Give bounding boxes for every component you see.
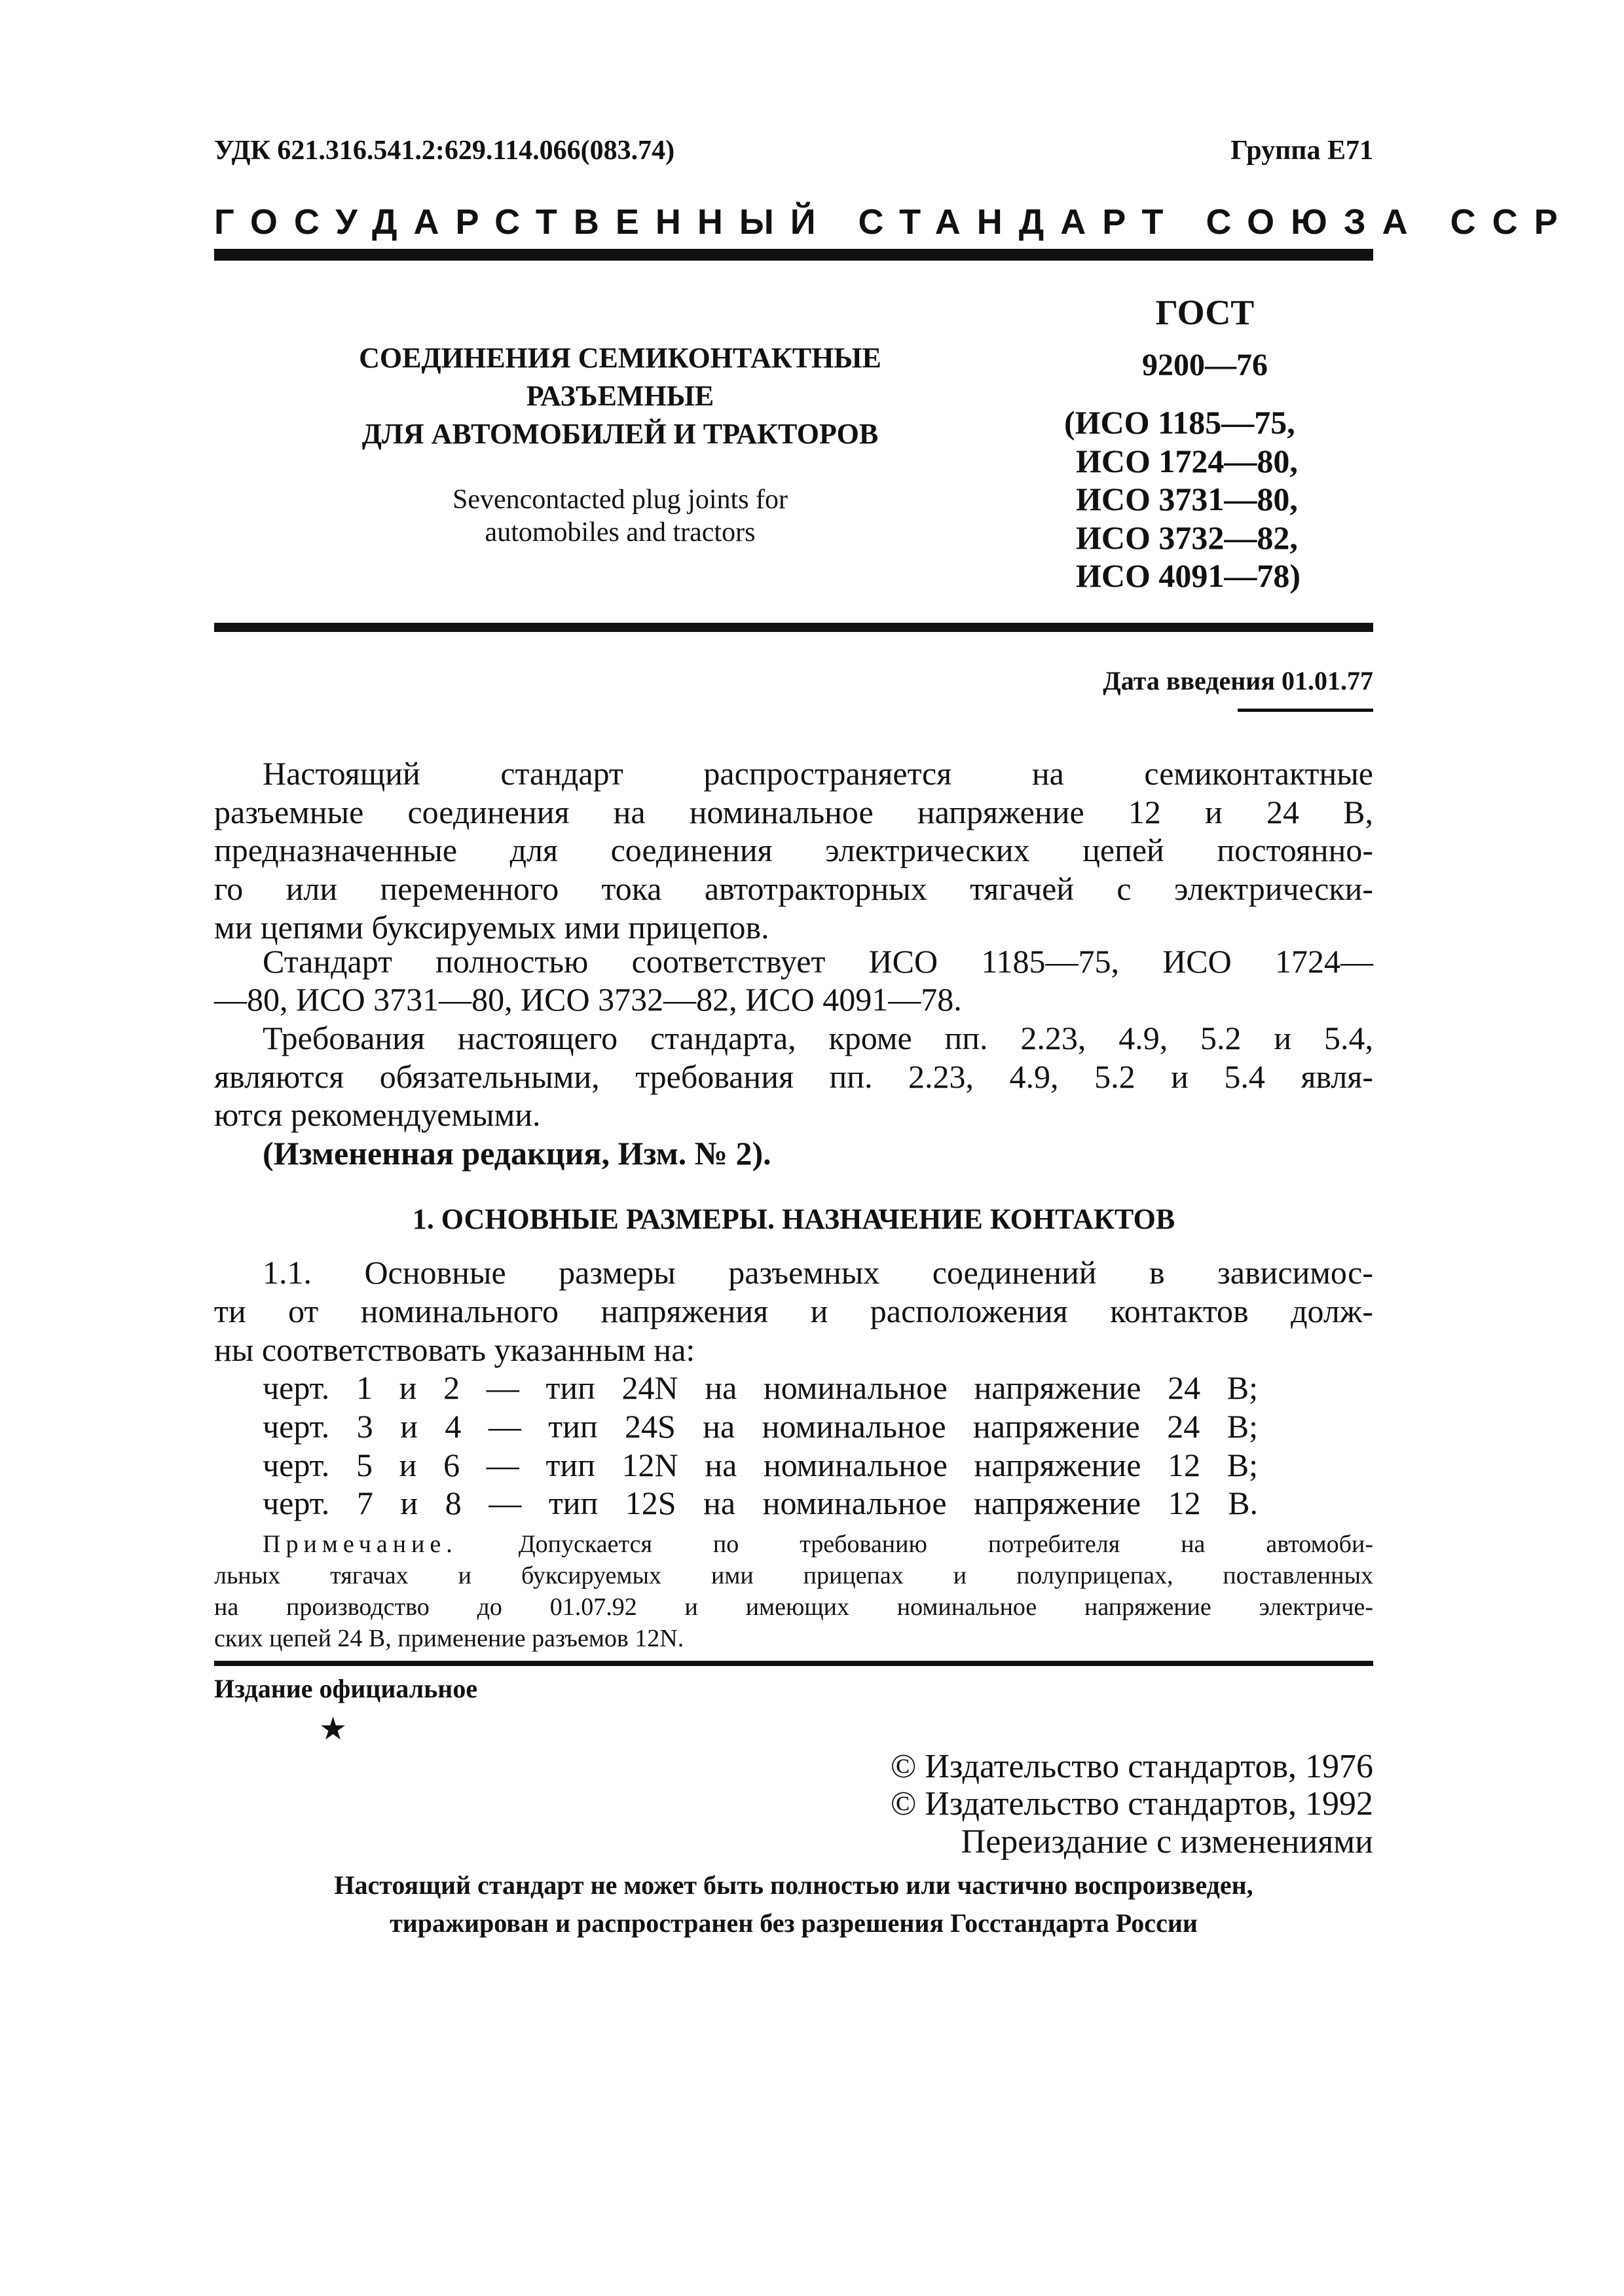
- title-ru-line: ДЛЯ АВТОМОБИЛЕЙ И ТРАКТОРОВ: [361, 418, 879, 450]
- notice-line: Настоящий стандарт не может быть полностью или частично воспроизведен,: [334, 1870, 1253, 1900]
- iso-ref: ИСО 1724—80,: [1076, 442, 1298, 479]
- body-line: Стандарт полностью соответствует ИСО 1185—75, ИСО 1724—: [263, 943, 1373, 980]
- note-label: Примечание.: [263, 1530, 458, 1558]
- banner-title: ГОСУДАРСТВЕННЫЙ СТАНДАРТ СОЮЗА ССР: [214, 202, 1574, 242]
- title-ru-line: СОЕДИНЕНИЯ СЕМИКОНТАКТНЫЕ: [359, 342, 881, 374]
- title-rule: [214, 623, 1373, 632]
- intro-date-label: Дата введения: [1103, 666, 1275, 695]
- intro-date: [1103, 665, 1373, 696]
- star-icon: ★: [319, 1712, 348, 1747]
- footer-rule: [214, 1661, 1373, 1666]
- date-underline: [1238, 709, 1373, 712]
- note-line: ских цепей 24 В, применение разъемов 12N.: [214, 1625, 684, 1652]
- body-line: го или переменного тока автотракторных тягачей с электрически-: [214, 870, 1373, 907]
- udk-code: УДК 621.316.541.2:629.114.066(083.74): [214, 136, 675, 166]
- gost-label: ГОСТ: [1155, 293, 1255, 332]
- body-line: ются рекомендуемыми.: [214, 1096, 541, 1133]
- note-line: на производство до 01.07.92 и имеющих номинальное напряжение электриче-: [214, 1593, 1373, 1621]
- iso-ref: ИСО 4091—78): [1076, 557, 1301, 594]
- title-en-line: Sevencontacted plug joints for: [452, 485, 788, 515]
- iso-ref: ИСО 3731—80,: [1076, 481, 1298, 517]
- amendment-note: (Измененная редакция, Изм. № 2).: [263, 1135, 771, 1172]
- section-heading: 1. ОСНОВНЫЕ РАЗМЕРЫ. НАЗНАЧЕНИЕ КОНТАКТОВ: [412, 1203, 1175, 1235]
- body-line: являются обязательными, требования пп. 2.23, 4.9, 5.2 и 5.4 явля-: [214, 1058, 1373, 1095]
- note-text: Допускается по требованию потребителя на автомоби-: [518, 1530, 1374, 1558]
- official-edition: Издание официальное: [214, 1674, 478, 1703]
- drawing-item: черт. 7 и 8 — тип 12S на номинальное напряжение 12 В.: [263, 1485, 1258, 1521]
- iso-list: [1064, 403, 1301, 595]
- body-line: ми цепями буксируемых ими прицепов.: [214, 909, 769, 946]
- note-line: льных тягачах и буксируемых ими прицепах и полуприцепах, поставленных: [214, 1562, 1373, 1589]
- drawing-item: черт. 1 и 2 — тип 24N на номинальное напряжение 24 В;: [263, 1369, 1258, 1406]
- drawing-item: черт. 3 и 4 — тип 24S на номинальное напряжение 24 В;: [263, 1408, 1258, 1445]
- iso-ref: (ИСО 1185—75,: [1064, 404, 1295, 441]
- notice-line: тиражирован и распространен без разрешения Госстандарта России: [390, 1908, 1198, 1938]
- body-line: Требования настоящего стандарта, кроме пп. 2.23, 4.9, 5.2 и 5.4,: [263, 1020, 1373, 1056]
- body-line: предназначенные для соединения электрических цепей постоянно-: [214, 832, 1373, 868]
- title-en-line: automobiles and tractors: [485, 517, 756, 547]
- body-line: ти от номинального напряжения и расположения контактов долж-: [214, 1293, 1373, 1329]
- iso-ref: ИСО 3732—82,: [1076, 519, 1298, 556]
- title-en: [280, 483, 961, 549]
- body-line: —80, ИСО 3731—80, ИСО 3732—82, ИСО 4091—78.: [214, 981, 962, 1018]
- header-rule: [214, 249, 1373, 261]
- title-ru-line: РАЗЪЕМНЫЕ: [526, 380, 714, 412]
- body-line: ны соответствовать указанным на:: [214, 1331, 695, 1368]
- title-ru: [280, 339, 961, 453]
- body-line: разъемные соединения на номинальное напряжение 12 и 24 В,: [214, 794, 1373, 830]
- body-line: Настоящий стандарт распространяется на семиконтактные: [263, 755, 1373, 792]
- note-line: [263, 1529, 1373, 1559]
- body-line: 1.1. Основные размеры разъемных соединений в зависимос-: [263, 1254, 1373, 1291]
- gost-number: 9200—76: [1142, 348, 1268, 382]
- reproduction-notice: [214, 1866, 1373, 1942]
- copyright-line: © Издательство стандартов, 1992: [890, 1785, 1373, 1823]
- intro-date-value: 01.01.77: [1282, 666, 1373, 695]
- drawing-item: черт. 5 и 6 — тип 12N на номинальное напряжение 12 В;: [263, 1447, 1258, 1483]
- group-code: Группа Е71: [1230, 136, 1373, 166]
- copyright-line: © Издательство стандартов, 1976: [890, 1748, 1373, 1785]
- reissue-note: Переиздание с изменениями: [961, 1823, 1373, 1861]
